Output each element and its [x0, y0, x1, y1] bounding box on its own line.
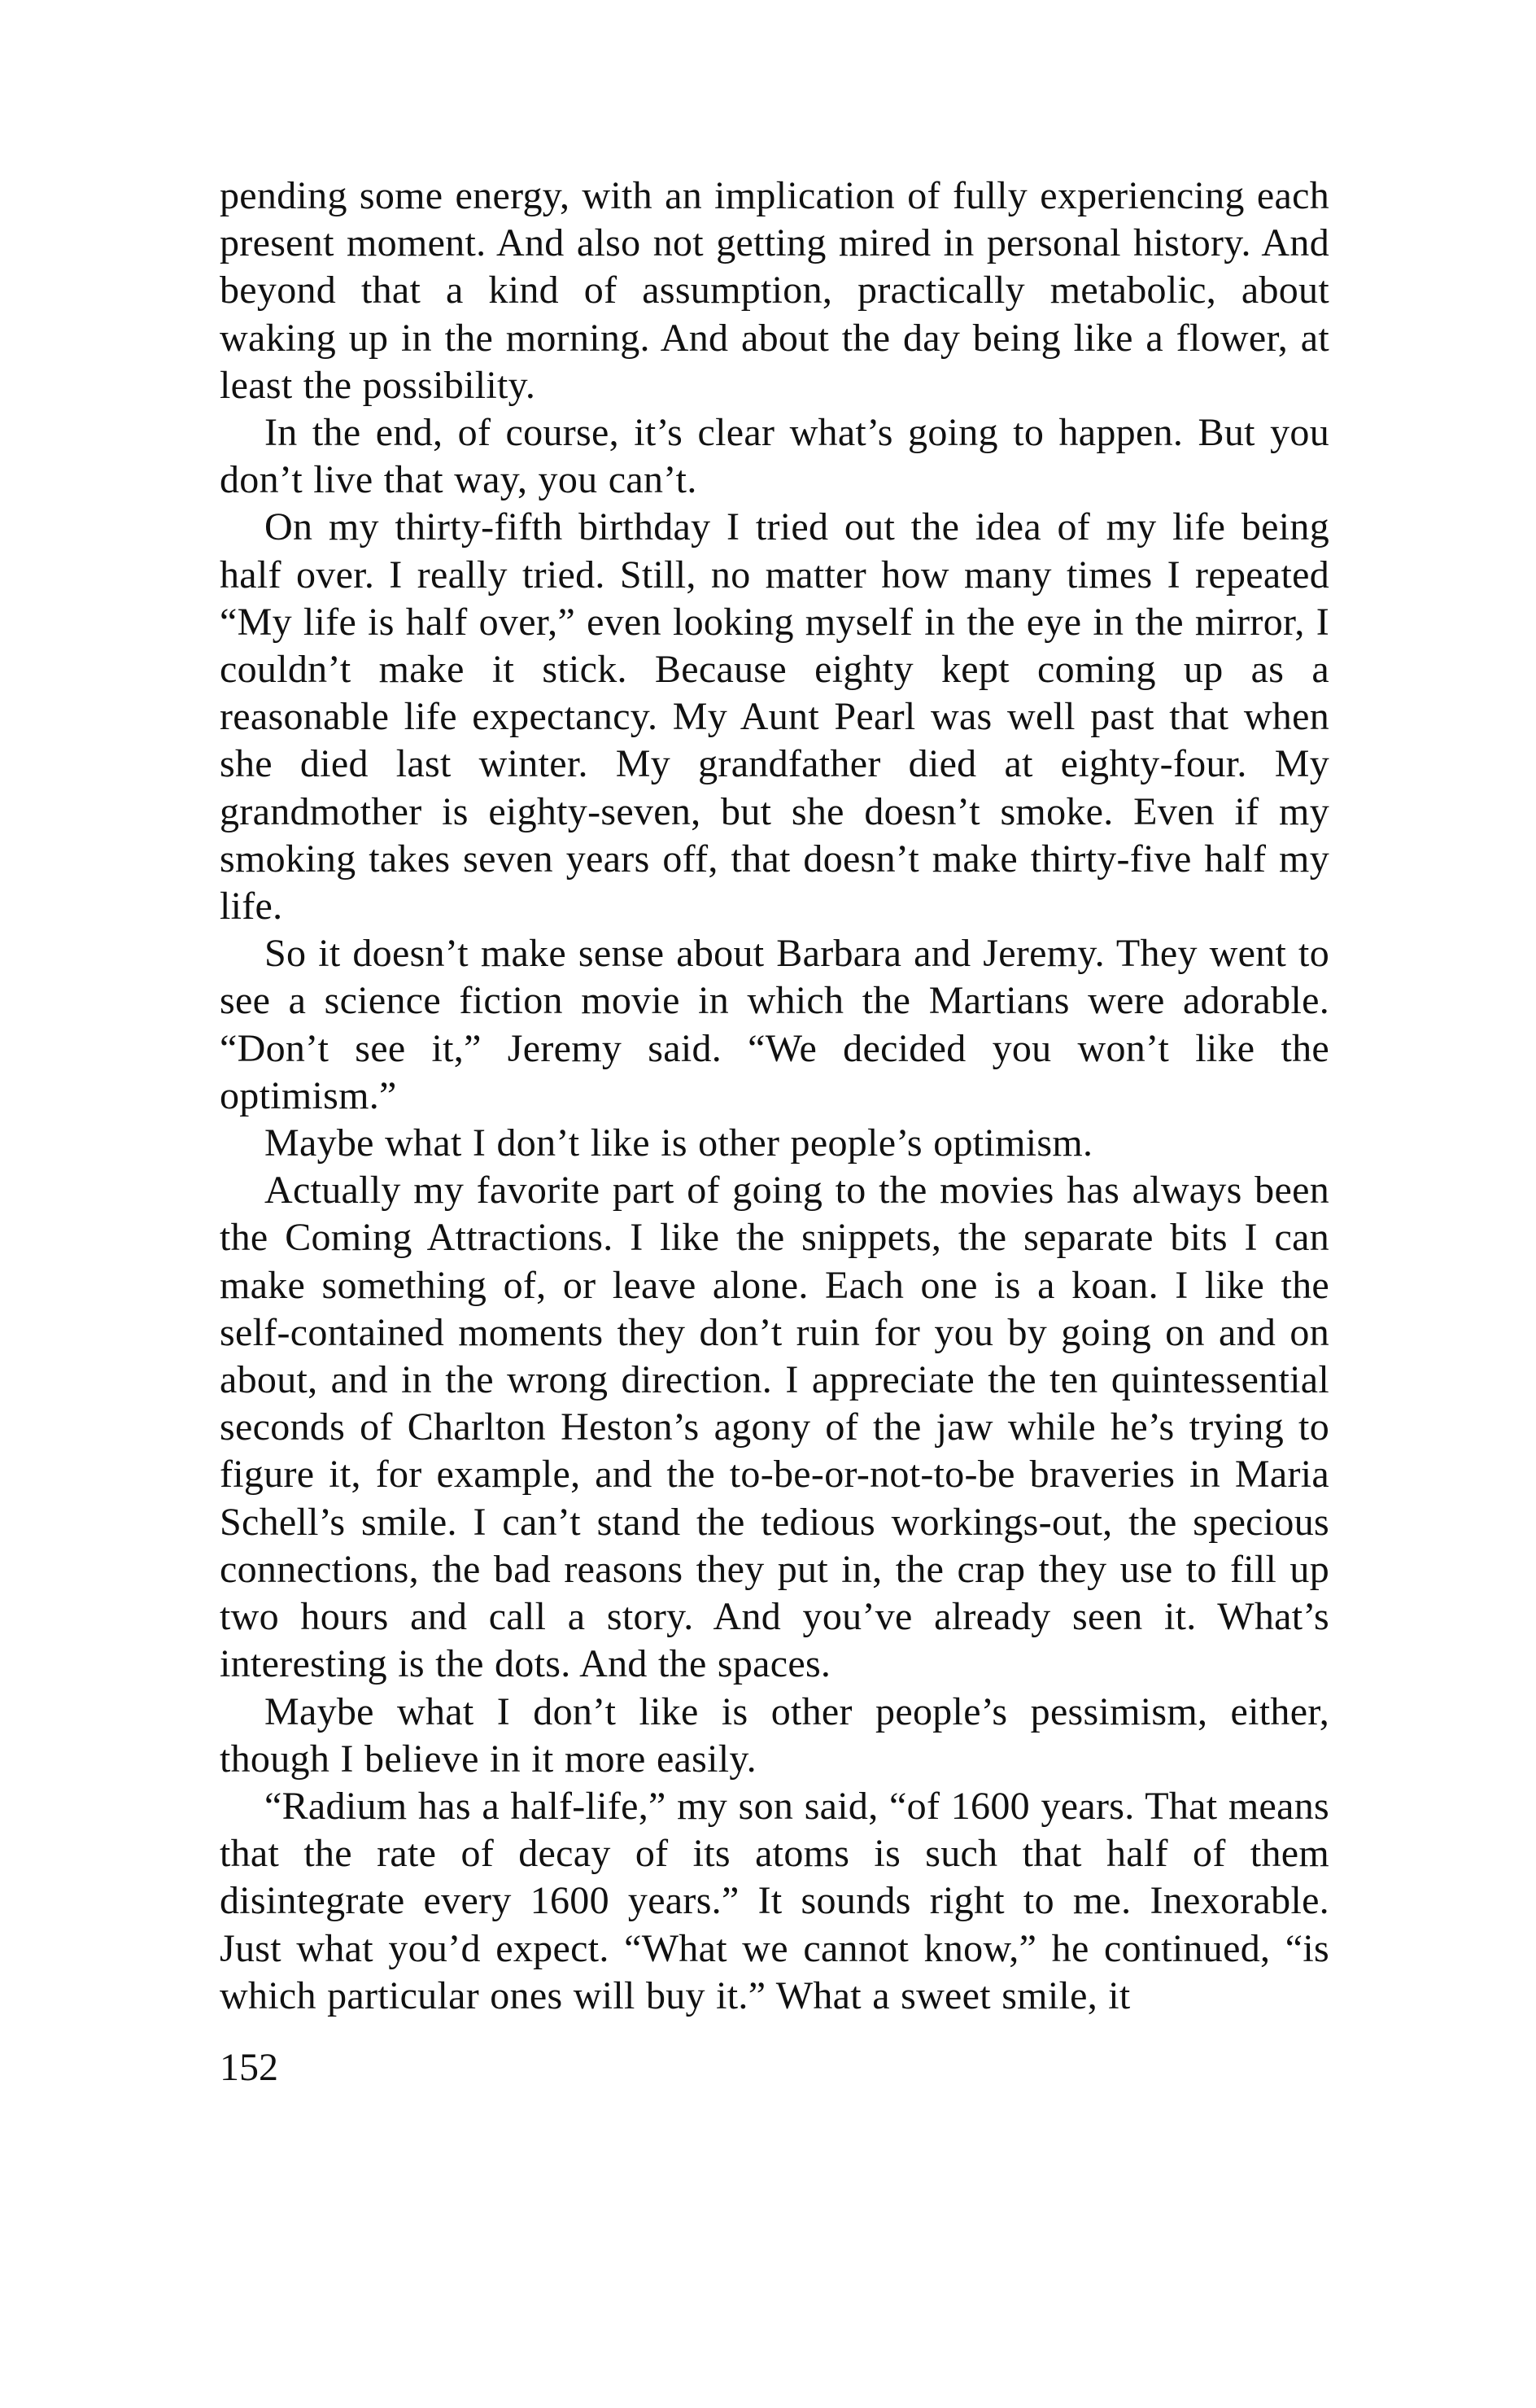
page-number: 152 — [220, 2046, 278, 2089]
paragraph-7: Maybe what I don’t like is other people’s pessimism, either, though I believe in it more easily. — [220, 1689, 1329, 1781]
paragraph-5: Maybe what I don’t like is other people’s optimism. — [264, 1121, 1093, 1165]
paragraph-3: On my thirty-fifth birthday I tried out the idea of my life being half over. I really tried. Still, no matter how many times I repeated “My life is half over,” even looking myself in the eye in the mirror, I couldn’t make it stick. Because eighty kept coming up as a reasonable life expectancy. My Aunt Pearl was well past that when she died last winter. My grandfather died at eighty-four. My grandmother is eighty-seven, but she doesn’t smoke. Even if my smoking takes seven years off, that doesn’t make thirty-five half my life. — [220, 505, 1329, 929]
paragraph-8: “Radium has a half-life,” my son said, “of 1600 years. That means that the rate of decay of its atoms is such that half of them disintegrate every 1600 years.” It sounds right to me. Inexorable. Just what you’d expect. “What we cannot know,” he continued, “is which particular ones will buy it.” What a sweet smile, it — [220, 1784, 1329, 2017]
paragraph-2: In the end, of course, it’s clear what’s going to happen. But you don’t live that way, you can’t. — [220, 411, 1329, 502]
paragraph-4: So it doesn’t make sense about Barbara and Jeremy. They went to see a science fiction movie in which the Martians were adorable. “Don’t see it,” Jeremy said. “We decided you won’t like the optimism.” — [220, 932, 1329, 1117]
body-text — [220, 173, 1329, 2020]
paragraph-6: Actually my favorite part of going to the movies has always been the Coming Attractions. I like the snippets, the separate bits I can make something of, or leave alone. Each one is a koan. I like the self-contained moments they don’t ruin for you by going on and on about, and in the wrong direction. I appreciate the ten quintessential seconds of Charlton Heston’s agony of the jaw while he’s trying to figure it, for example, and the to-be-or-not-to-be braveries in Maria Schell’s smile. I can’t stand the tedious workings-out, the specious connections, the bad reasons they put in, the crap they use to fill up two hours and call a story. And you’ve already seen it. What’s interesting is the dots. And the spaces. — [220, 1169, 1329, 1686]
paragraph-1: pending some energy, with an implication of fully experiencing each present moment. And also not getting mired in personal history. And beyond that a kind of assumption, practically metabolic, about waking up in the morning. And about the day being like a flower, at least the possibility. — [220, 174, 1329, 407]
